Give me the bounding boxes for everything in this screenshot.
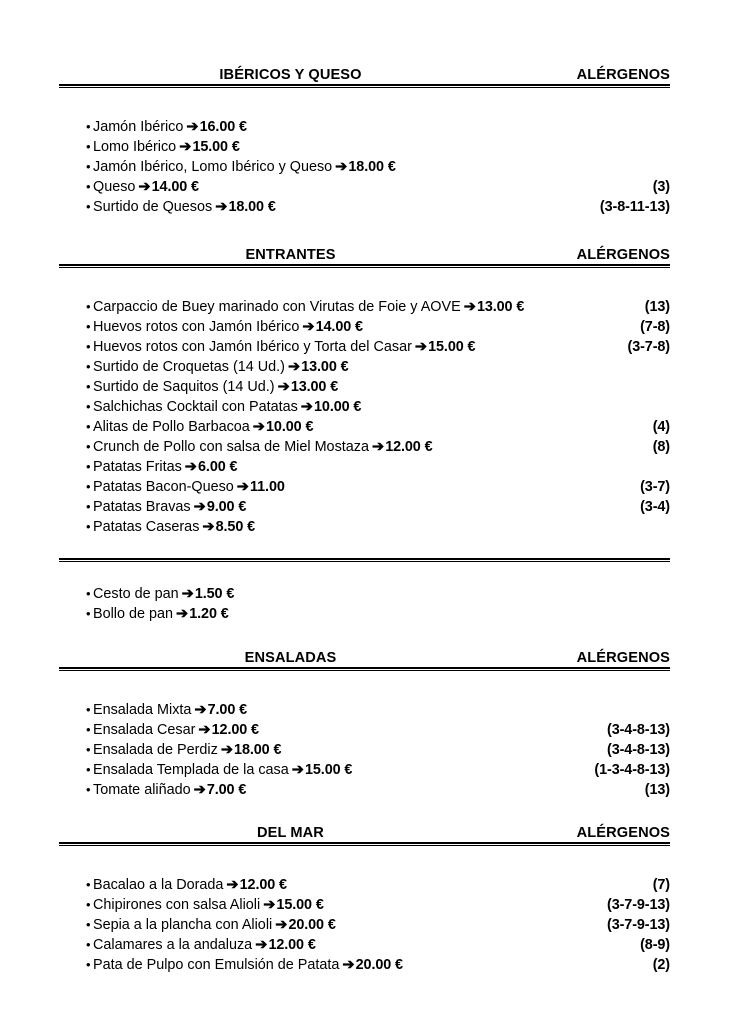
allergen-column-header: ALÉRGENOS	[576, 67, 670, 83]
menu-item-name: Calamares a la andaluza	[93, 937, 253, 953]
menu-item-text	[90, 457, 662, 477]
menu-item-text	[90, 955, 645, 975]
menu-item-name: Ensalada de Perdiz	[93, 742, 218, 758]
arrow-icon: ➔	[335, 159, 348, 175]
allergen-codes: (7-8)	[640, 319, 670, 335]
menu-item-text	[90, 337, 620, 357]
allergen-column-header: ALÉRGENOS	[576, 650, 670, 666]
arrow-icon: ➔	[300, 399, 314, 415]
arrow-icon: ➔	[277, 379, 290, 395]
bullet-icon	[59, 457, 90, 477]
menu-item-price: 16.00 €	[199, 119, 247, 135]
menu-item-text	[90, 604, 662, 624]
menu-item-name: Crunch de Pollo con salsa de Miel Mostaza	[93, 439, 369, 455]
menu-item	[59, 604, 670, 624]
menu-item-price: 13.00 €	[476, 299, 525, 315]
menu-item	[59, 137, 670, 157]
menu-item-name: Alitas de Pollo Barbacoa	[93, 419, 250, 435]
menu-item	[59, 700, 670, 720]
menu-item-list	[59, 117, 670, 217]
allergen-column-header: ALÉRGENOS	[576, 825, 670, 841]
arrow-icon: ➔	[179, 139, 192, 155]
arrow-icon: ➔	[255, 937, 268, 953]
menu-item-name: Bacalao a la Dorada	[93, 877, 224, 893]
menu-item-name: Pata de Pulpo con Emulsión de Patata	[93, 957, 340, 973]
bullet-icon	[59, 177, 90, 197]
section-title: DEL MAR	[257, 825, 324, 841]
spacer	[59, 0, 670, 64]
menu-section-ensaladas	[59, 624, 670, 800]
allergen-codes: (3-8-11-13)	[599, 199, 670, 215]
allergen-codes: (3-7-9-13)	[607, 917, 670, 933]
allergen-codes: (3-4-8-13)	[607, 722, 670, 738]
menu-section-bread	[59, 537, 670, 624]
allergen-codes: (4)	[652, 419, 670, 435]
bullet-icon	[59, 397, 90, 417]
spacer	[59, 846, 670, 875]
menu-item-name: Carpaccio de Buey marinado con Virutas de Foie y AOVE	[93, 299, 461, 315]
menu-item-name: Ensalada Templada de la casa	[93, 762, 289, 778]
menu-item-text	[90, 297, 637, 317]
arrow-icon: ➔	[414, 339, 428, 355]
allergen-codes: (3-4)	[640, 499, 670, 515]
bullet-icon	[59, 935, 90, 955]
menu-item-price: 15.00 €	[192, 139, 240, 155]
menu-item-price: 1.50 €	[194, 586, 235, 602]
menu-item-text	[90, 517, 662, 537]
bullet-icon	[59, 337, 90, 357]
bullet-icon	[59, 117, 90, 137]
menu-item-name: Chipirones con salsa Alioli	[93, 897, 261, 913]
menu-item-price: 18.00 €	[234, 742, 282, 758]
bullet-icon	[59, 915, 90, 935]
arrow-icon: ➔	[186, 119, 199, 135]
menu-item-text	[90, 700, 662, 720]
menu-sections	[59, 0, 670, 975]
bullet-icon	[59, 604, 90, 624]
allergen-codes: (3)	[652, 179, 670, 195]
section-header	[59, 244, 670, 263]
spacer	[59, 624, 670, 647]
menu-item-price: 14.00 €	[315, 319, 363, 335]
arrow-icon: ➔	[138, 179, 151, 195]
menu-item-text	[90, 915, 599, 935]
menu-item-price: 13.00 €	[301, 359, 349, 375]
bullet-icon	[59, 197, 90, 217]
menu-item-price: 6.00 €	[198, 459, 238, 475]
menu-item	[59, 337, 670, 357]
menu-item	[59, 197, 670, 217]
menu-item-text	[90, 584, 662, 604]
arrow-icon: ➔	[463, 299, 476, 315]
allergen-codes: (7)	[652, 877, 670, 893]
bullet-icon	[59, 417, 90, 437]
menu-item-name: Huevos rotos con Jamón Ibérico y Torta del Casar	[93, 339, 412, 355]
menu-item-name: Tomate aliñado	[93, 782, 191, 798]
spacer	[59, 537, 670, 557]
menu-item	[59, 740, 670, 760]
arrow-icon: ➔	[291, 762, 304, 778]
menu-item-price: 12.00 €	[385, 439, 433, 455]
spacer	[59, 217, 670, 244]
menu-item-price: 10.00 €	[266, 419, 314, 435]
menu-item	[59, 875, 670, 895]
allergen-codes: (3-7)	[640, 479, 670, 495]
spacer	[59, 800, 670, 822]
menu-item	[59, 760, 670, 780]
menu-item	[59, 417, 670, 437]
menu-item-name: Surtido de Saquitos (14 Ud.)	[93, 379, 275, 395]
menu-item	[59, 517, 670, 537]
allergen-codes: (3-7-9-13)	[607, 897, 670, 913]
bullet-icon	[59, 875, 90, 895]
menu-item-text	[90, 377, 662, 397]
menu-item-text	[90, 117, 662, 137]
menu-item-price: 13.00 €	[290, 379, 339, 395]
allergen-codes: (8-9)	[640, 937, 670, 953]
arrow-icon: ➔	[194, 702, 207, 718]
arrow-icon: ➔	[193, 782, 206, 798]
menu-item	[59, 955, 670, 975]
menu-item-price: 15.00 €	[304, 762, 353, 778]
menu-item-text	[90, 157, 662, 177]
menu-item-price: 10.00 €	[314, 399, 362, 415]
section-title: IBÉRICOS Y QUESO	[219, 67, 362, 83]
menu-item	[59, 437, 670, 457]
menu-item-price: 20.00 €	[355, 957, 403, 973]
menu-item-text	[90, 397, 662, 417]
bullet-icon	[59, 437, 90, 457]
arrow-icon: ➔	[287, 359, 301, 375]
arrow-icon: ➔	[176, 606, 189, 622]
allergen-codes: (3-7-8)	[627, 339, 670, 355]
menu-section-del-mar	[59, 800, 670, 975]
menu-item	[59, 157, 670, 177]
bullet-icon	[59, 584, 90, 604]
bullet-icon	[59, 720, 90, 740]
arrow-icon: ➔	[371, 439, 385, 455]
menu-item-price: 18.00 €	[228, 199, 276, 215]
arrow-icon: ➔	[236, 479, 250, 495]
menu-section-ib-ricos-y-queso	[59, 0, 670, 217]
bullet-icon	[59, 137, 90, 157]
menu-item-name: Patatas Bacon-Queso	[93, 479, 234, 495]
menu-item	[59, 584, 670, 604]
menu-item-name: Queso	[93, 179, 136, 195]
spacer	[59, 268, 670, 297]
menu-item-text	[90, 895, 599, 915]
menu-item-price: 1.20 €	[189, 606, 229, 622]
menu-item-name: Jamón Ibérico	[93, 119, 184, 135]
menu-item	[59, 317, 670, 337]
arrow-icon: ➔	[342, 957, 355, 973]
menu-item-text	[90, 417, 645, 437]
menu-item-text	[90, 437, 645, 457]
bullet-icon	[59, 760, 90, 780]
menu-item	[59, 397, 670, 417]
spacer	[59, 562, 670, 584]
section-header	[59, 64, 670, 83]
menu-item-price: 7.00 €	[206, 782, 247, 798]
bullet-icon	[59, 700, 90, 720]
menu-item-text	[90, 875, 645, 895]
menu-item	[59, 895, 670, 915]
bullet-icon	[59, 895, 90, 915]
bullet-icon	[59, 740, 90, 760]
allergen-codes: (8)	[652, 439, 670, 455]
arrow-icon: ➔	[220, 742, 234, 758]
menu-item-text	[90, 317, 632, 337]
spacer	[59, 671, 670, 700]
menu-item-text	[90, 197, 592, 217]
menu-item	[59, 497, 670, 517]
menu-item-list	[59, 584, 670, 624]
bullet-icon	[59, 377, 90, 397]
menu-item	[59, 720, 670, 740]
menu-item-name: Sepia a la plancha con Alioli	[93, 917, 273, 933]
menu-item-name: Patatas Bravas	[93, 499, 191, 515]
menu-item-price: 12.00 €	[268, 937, 316, 953]
menu-item	[59, 177, 670, 197]
menu-item-price: 12.00 €	[239, 877, 287, 893]
menu-item-text	[90, 780, 637, 800]
menu-item-name: Surtido de Quesos	[93, 199, 213, 215]
menu-item-text	[90, 177, 645, 197]
allergen-column-header: ALÉRGENOS	[576, 247, 670, 263]
menu-page	[59, 0, 670, 1024]
bullet-icon	[59, 297, 90, 317]
arrow-icon: ➔	[184, 459, 198, 475]
allergen-codes: (13)	[644, 299, 670, 315]
menu-item-text	[90, 935, 632, 955]
menu-item	[59, 377, 670, 397]
menu-item-text	[90, 357, 662, 377]
menu-item-price: 18.00 €	[348, 159, 396, 175]
menu-item-name: Salchichas Cocktail con Patatas	[93, 399, 298, 415]
arrow-icon: ➔	[202, 519, 215, 535]
arrow-icon: ➔	[275, 917, 288, 933]
menu-item-name: Surtido de Croquetas (14 Ud.)	[93, 359, 285, 375]
arrow-icon: ➔	[226, 877, 239, 893]
bullet-icon	[59, 955, 90, 975]
menu-item-name: Patatas Caseras	[93, 519, 200, 535]
menu-item	[59, 915, 670, 935]
menu-item-name: Patatas Fritas	[93, 459, 182, 475]
menu-item-name: Jamón Ibérico, Lomo Ibérico y Queso	[93, 159, 333, 175]
section-header	[59, 647, 670, 666]
menu-item-name: Ensalada Cesar	[93, 722, 196, 738]
arrow-icon: ➔	[302, 319, 315, 335]
allergen-codes: (13)	[644, 782, 670, 798]
allergen-codes: (3-4-8-13)	[607, 742, 670, 758]
menu-item-name: Lomo Ibérico	[93, 139, 177, 155]
arrow-icon: ➔	[181, 586, 194, 602]
menu-item-name: Cesto de pan	[93, 586, 179, 602]
allergen-codes: (1-3-4-8-13)	[594, 762, 670, 778]
bullet-icon	[59, 477, 90, 497]
menu-item	[59, 117, 670, 137]
menu-item-text	[90, 760, 586, 780]
menu-item-price: 9.00 €	[206, 499, 247, 515]
menu-item-price: 14.00 €	[151, 179, 199, 195]
arrow-icon: ➔	[263, 897, 276, 913]
spacer	[59, 88, 670, 117]
menu-item-price: 15.00 €	[428, 339, 476, 355]
menu-item-price: 15.00 €	[276, 897, 324, 913]
bullet-icon	[59, 497, 90, 517]
bullet-icon	[59, 780, 90, 800]
arrow-icon: ➔	[252, 419, 266, 435]
menu-item	[59, 935, 670, 955]
menu-item-list	[59, 700, 670, 800]
allergen-codes: (2)	[652, 957, 670, 973]
menu-item	[59, 457, 670, 477]
menu-item-text	[90, 720, 599, 740]
section-title: ENSALADAS	[244, 650, 337, 666]
menu-item-list	[59, 875, 670, 975]
menu-item	[59, 477, 670, 497]
menu-item-name: Huevos rotos con Jamón Ibérico	[93, 319, 300, 335]
menu-item-list	[59, 297, 670, 537]
arrow-icon: ➔	[198, 722, 211, 738]
menu-item-text	[90, 137, 662, 157]
section-title: ENTRANTES	[245, 247, 336, 263]
bullet-icon	[59, 357, 90, 377]
menu-item-name: Bollo de pan	[93, 606, 174, 622]
menu-item-price: 12.00 €	[211, 722, 259, 738]
menu-section-entrantes	[59, 217, 670, 537]
menu-item	[59, 357, 670, 377]
bullet-icon	[59, 317, 90, 337]
menu-item-price: 8.50 €	[215, 519, 256, 535]
bullet-icon	[59, 157, 90, 177]
menu-item-text	[90, 740, 599, 760]
bullet-icon	[59, 517, 90, 537]
menu-item	[59, 780, 670, 800]
menu-item-price: 7.00 €	[207, 702, 248, 718]
menu-item-text	[90, 477, 632, 497]
menu-item-price: 20.00 €	[288, 917, 336, 933]
menu-item-name: Ensalada Mixta	[93, 702, 192, 718]
menu-item-price: 11.00	[250, 479, 285, 495]
menu-item-text	[90, 497, 632, 517]
arrow-icon: ➔	[215, 199, 228, 215]
menu-item	[59, 297, 670, 317]
arrow-icon: ➔	[193, 499, 206, 515]
section-header	[59, 822, 670, 841]
